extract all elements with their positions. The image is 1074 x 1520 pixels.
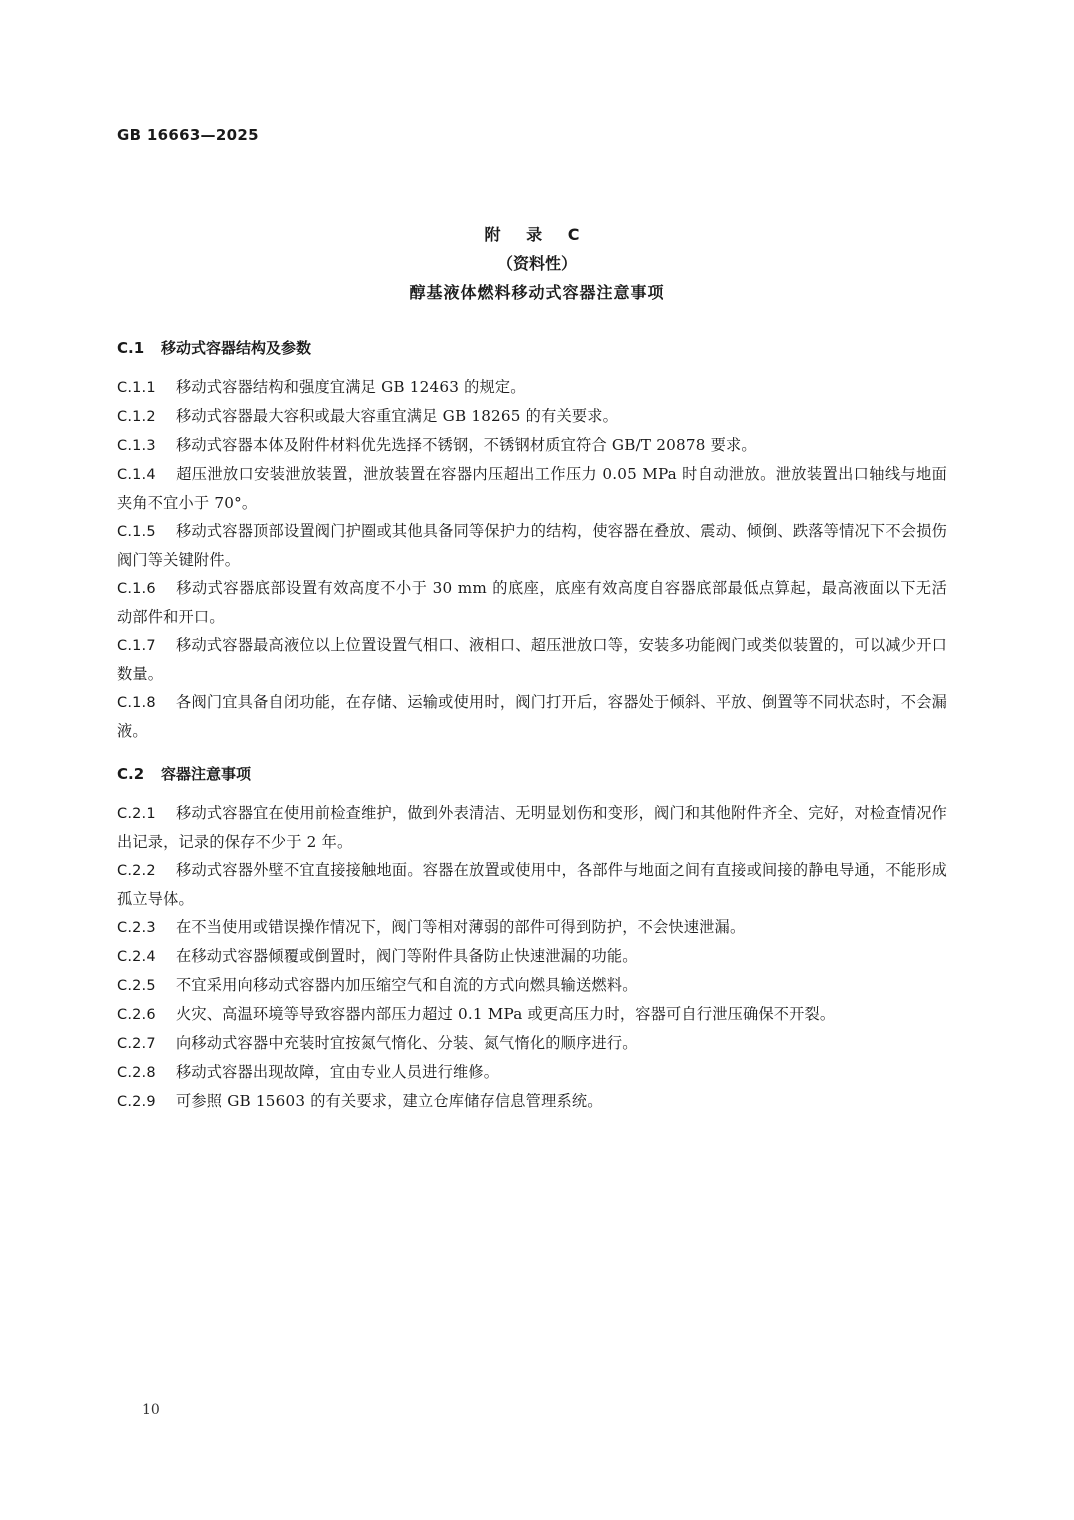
- clause-number: C.2.7: [117, 1036, 156, 1052]
- standard-number: GB 16663—2025: [117, 126, 259, 144]
- clause-text: 移动式容器本体及附件材料优先选择不锈钢，不锈钢材质宜符合 GB/T 20878 要求。: [176, 436, 757, 454]
- clause-text: 移动式容器最高液位以上位置设置气相口、液相口、超压泄放口等，安装多功能阀门或类似装置的，可以减少开口数量。: [117, 636, 947, 683]
- clause-text: 移动式容器顶部设置阀门护圈或其他具备同等保护力的结构，使容器在叠放、震动、倾倒、跌落等情况下不会损伤阀门等关键附件。: [117, 522, 947, 569]
- clause-c-2-5: [117, 971, 947, 1000]
- clause-number: C.2.6: [117, 1007, 156, 1023]
- clause-text: 向移动式容器中充装时宜按氮气惰化、分装、氮气惰化的顺序进行。: [176, 1034, 638, 1052]
- section-c1-clauses: [117, 373, 947, 745]
- clause-c-2-4: [117, 942, 947, 971]
- section-number: C.2: [117, 765, 145, 783]
- clause-text: 移动式容器外壁不宜直接接触地面。容器在放置或使用中，各部件与地面之间有直接或间接的静电导通，不能形成孤立导体。: [117, 861, 947, 908]
- clause-c-1-3: [117, 431, 947, 460]
- clause-text: 移动式容器最大容积或最大容重宜满足 GB 18265 的有关要求。: [176, 407, 619, 425]
- clause-number: C.1.3: [117, 438, 156, 454]
- clause-text: 超压泄放口安装泄放装置，泄放装置在容器内压超出工作压力 0.05 MPa 时自动泄放。泄放装置出口轴线与地面夹角不宜小于 70°。: [117, 465, 947, 512]
- clause-text: 移动式容器底部设置有效高度不小于 30 mm 的底座，底座有效高度自容器底部最低点算起，最高液面以下无活动部件和开口。: [117, 579, 947, 626]
- clause-number: C.1.4: [117, 467, 156, 483]
- clause-number: C.2.4: [117, 949, 156, 965]
- section-title: 容器注意事项: [161, 765, 252, 783]
- section-number: C.1: [117, 339, 145, 357]
- clause-c-1-7: [117, 631, 947, 688]
- clause-text: 移动式容器出现故障，宜由专业人员进行维修。: [176, 1063, 500, 1081]
- clause-text: 火灾、高温环境等导致容器内部压力超过 0.1 MPa 或更高压力时，容器可自行泄压确保不开裂。: [176, 1005, 836, 1023]
- clause-c-1-4: [117, 460, 947, 517]
- clause-c-2-3: [117, 913, 947, 942]
- clause-c-2-6: [117, 1000, 947, 1029]
- annex-label: 附 录 C: [484, 225, 590, 244]
- clause-text: 移动式容器宜在使用前检查维护，做到外表清洁、无明显划伤和变形，阀门和其他附件齐全、完好，对检查情况作出记录，记录的保存不少于 2 年。: [117, 804, 947, 851]
- clause-c-1-5: [117, 517, 947, 574]
- clause-text: 各阀门宜具备自闭功能，在存储、运输或使用时，阀门打开后，容器处于倾斜、平放、倒置等不同状态时，不会漏液。: [117, 693, 947, 740]
- clause-number: C.2.1: [117, 806, 156, 822]
- clause-c-2-7: [117, 1029, 947, 1058]
- clause-number: C.2.9: [117, 1094, 156, 1110]
- clause-text: 在不当使用或错误操作情况下，阀门等相对薄弱的部件可得到防护，不会快速泄漏。: [176, 918, 746, 936]
- clause-number: C.1.6: [117, 581, 156, 597]
- clause-text: 在移动式容器倾覆或倒置时，阀门等附件具备防止快速泄漏的功能。: [176, 947, 638, 965]
- clause-c-2-2: [117, 856, 947, 913]
- annex-type: （资料性）: [496, 254, 577, 273]
- clause-text: 移动式容器结构和强度宜满足 GB 12463 的规定。: [176, 378, 526, 396]
- clause-c-1-2: [117, 402, 947, 431]
- clause-number: C.2.5: [117, 978, 156, 994]
- clause-number: C.1.8: [117, 695, 156, 711]
- clause-number: C.2.2: [117, 863, 156, 879]
- clause-c-2-1: [117, 799, 947, 856]
- clause-number: C.2.3: [117, 920, 156, 936]
- clause-number: C.1.1: [117, 380, 156, 396]
- section-c2-clauses: [117, 799, 947, 1116]
- section-heading-c1: [117, 337, 311, 358]
- clause-c-1-8: [117, 688, 947, 745]
- clause-text: 可参照 GB 15603 的有关要求，建立仓库储存信息管理系统。: [176, 1092, 603, 1110]
- section-title: 移动式容器结构及参数: [161, 339, 312, 357]
- clause-number: C.1.5: [117, 524, 156, 540]
- clause-c-2-8: [117, 1058, 947, 1087]
- clause-number: C.2.8: [117, 1065, 156, 1081]
- clause-c-2-9: [117, 1087, 947, 1116]
- clause-number: C.1.7: [117, 638, 156, 654]
- section-heading-c2: [117, 763, 251, 784]
- clause-c-1-1: [117, 373, 947, 402]
- annex-title: 醇基液体燃料移动式容器注意事项: [409, 283, 665, 302]
- clause-number: C.1.2: [117, 409, 156, 425]
- clause-text: 不宜采用向移动式容器内加压缩空气和自流的方式向燃具输送燃料。: [176, 976, 638, 994]
- page-number: 10: [142, 1402, 160, 1418]
- clause-c-1-6: [117, 574, 947, 631]
